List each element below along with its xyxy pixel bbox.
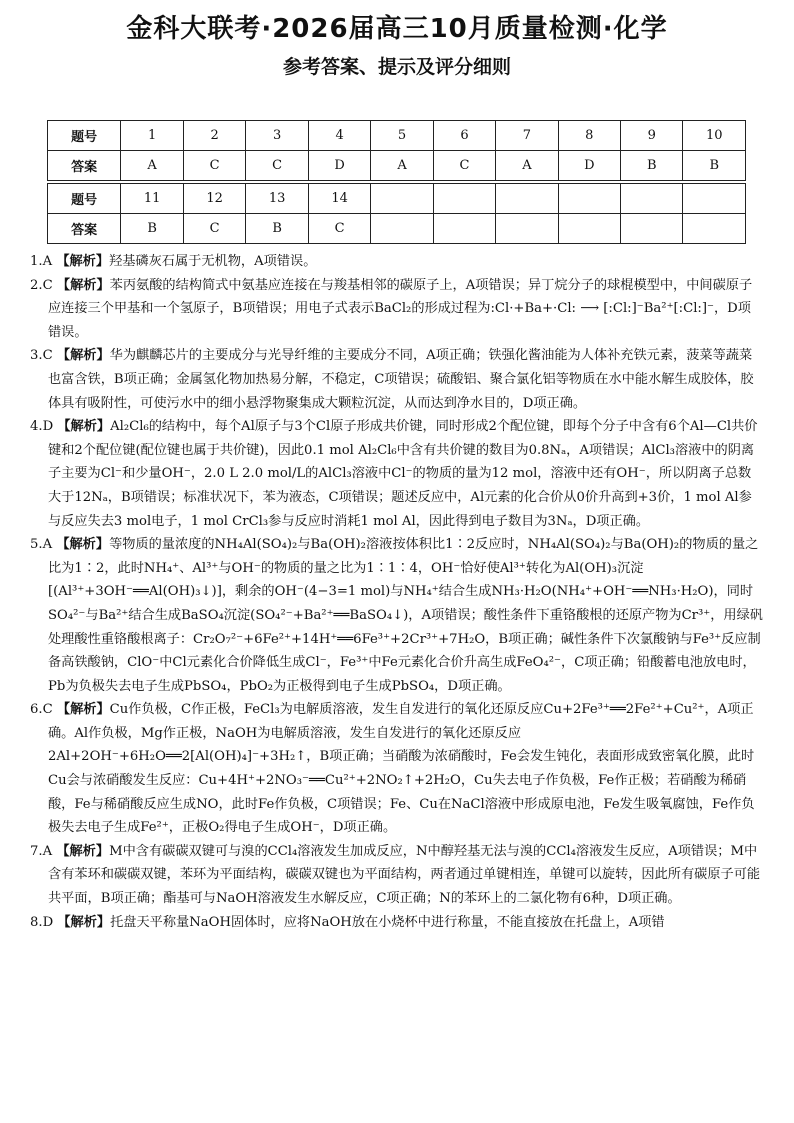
table-cell: C	[183, 151, 246, 181]
table-cell	[433, 214, 495, 244]
item-text: Cu作负极，C作正极，FeCl₃为电解质溶液，发生自发进行的氧化还原反应Cu+2Fe³⁺══2Fe²⁺+Cu²⁺，A项正确。Al作负极，Mg作正极，NaOH为电解质溶液，发生自发进行的氧化还原反应2Al+2OH⁻+6H₂O══2[Al(OH)₄]⁻+3H₂↑，B项正确；当硝酸为浓硝酸时，Fe会发生钝化，表面形成致密氧化膜，此时Cu会与浓硝酸发生反应：Cu+4H⁺+2NO₃⁻══Cu²⁺+2NO₂↑+2H₂O，Cu失去电子作负极，Fe作正极；若硝酸为稀硝酸，Fe与稀硝酸反应生成NO，此时Fe作负极，C项错误；Fe、Cu在NaCl溶液中形成原电池，Fe发生吸氧腐蚀，Fe作负极失去电子生成Fe²⁺，正极O₂得电子生成OH⁻，D项正确。	[48, 702, 755, 836]
item-text: 等物质的量浓度的NH₄Al(SO₄)₂与Ba(OH)₂溶液按体积比1∶2反应时，NH₄Al(SO₄)₂与Ba(OH)₂的物质的量之比为1∶2，此时NH₄⁺、Al³⁺与OH⁻的物质的量之比为1∶1∶4，OH⁻恰好使Al³⁺转化为Al(OH)₃沉淀[(Al³⁺+3OH⁻══Al(OH)₃↓)]，剩余的OH⁻(4−3=1 mol)与NH₄⁺结合生成NH₃·H₂O(NH₄⁺+OH⁻══NH₃·H₂O)，同时SO₄²⁻与Ba²⁺结合生成BaSO₄沉淀(SO₄²⁻+Ba²⁺══BaSO₄↓)，A项错误；酸性条件下重铬酸根的还原产物为Cr³⁺，用绿矾处理酸性重铬酸根离子：Cr₂O₇²⁻+6Fe²⁺+14H⁺══6Fe³⁺+2Cr³⁺+7H₂O，B项正确；碱性条件下次氯酸钠与Fe³⁺反应制备高铁酸钠，ClO⁻中Cl元素化合价降低生成Cl⁻，Fe³⁺中Fe元素化合价升高生成FeO₄²⁻，C项正确；铅酸蓄电池放电时，Pb为负极失去电子生成PbSO₄，PbO₂为正极得到电子生成PbSO₄，D项正确。	[48, 537, 763, 694]
row-label: 答案	[48, 151, 121, 181]
item-number: 3.C	[30, 348, 53, 364]
table-cell	[433, 184, 495, 214]
question-row-1	[48, 121, 746, 151]
table-cell: 7	[496, 121, 558, 151]
item-text: 托盘天平称量NaOH固体时，应将NaOH放在小烧杯中进行称量，不能直接放在托盘上，A项错	[110, 914, 665, 930]
explanation-item	[30, 344, 764, 415]
explanation-item	[30, 911, 764, 935]
table-cell: 11	[121, 184, 184, 214]
table-cell: 4	[308, 121, 371, 151]
table-cell	[496, 184, 558, 214]
table-cell: C	[183, 214, 246, 244]
item-text: M中含有碳碳双键可与溴的CCl₄溶液发生加成反应，N中醇羟基无法与溴的CCl₄溶液发生反应，A项错误；M中含有苯环和碳碳双键，苯环为平面结构，碳碳双键也为平面结构，两者通过单键相连，单键可以旋转，因此所有碳原子可能共平面，B项正确；酯基可与NaOH溶液发生水解反应，C项正确；N的苯环上的二氯化物有6种，D项正确。	[48, 843, 761, 907]
table-cell	[371, 214, 433, 244]
answer-row-2	[48, 214, 746, 244]
row-label: 答案	[48, 214, 121, 244]
item-number: 2.C	[30, 277, 53, 293]
table-cell: B	[683, 151, 746, 181]
explanation-item	[30, 274, 764, 345]
page-subtitle: 参考答案、提示及评分细则	[282, 56, 511, 78]
item-number: 6.C	[30, 702, 53, 718]
table-cell: B	[121, 214, 184, 244]
table-cell	[621, 214, 683, 244]
analysis-tag: 【解析】	[56, 348, 110, 364]
table-cell: B	[621, 151, 683, 181]
item-text: 华为麒麟芯片的主要成分与光导纤维的主要成分不同，A项正确；铁强化酱油能为人体补充铁元素，菠菜等蔬菜也富含铁，B项正确；金属氢化物加热易分解，不稳定，C项错误；硫酸铝、聚合氯化铝等物质在水中能水解生成胶体，胶体具有吸附性，可使污水中的细小悬浮物聚集成大颗粒沉淀，从而达到净水目的，D项正确。	[48, 348, 754, 411]
table-cell: C	[246, 151, 309, 181]
explanation-item	[30, 415, 764, 533]
explanation-item	[30, 698, 764, 840]
item-text: 苯丙氨酸的结构简式中氨基应连接在与羧基相邻的碳原子上，A项错误；异丁烷分子的球棍模型中，中间碳原子应连接三个甲基和一个氢原子，B项错误；用电子式表示BaCl₂的形成过程为:Cl·+Ba+·Cl: ⟶ [:Cl:]⁻Ba²⁺[:Cl:]⁻，D项错误。	[48, 277, 753, 340]
row-label: 题号	[48, 121, 121, 151]
table-cell: A	[496, 151, 558, 181]
table-cell: 2	[183, 121, 246, 151]
row-label: 题号	[48, 184, 121, 214]
table-cell: 8	[558, 121, 620, 151]
analysis-tag: 【解析】	[56, 537, 110, 553]
explanations	[30, 250, 764, 934]
analysis-tag: 【解析】	[57, 914, 111, 930]
table-cell: C	[308, 214, 371, 244]
explanation-item	[30, 533, 764, 698]
table-cell: 5	[371, 121, 433, 151]
item-number: 8.D	[30, 914, 54, 930]
table-cell	[621, 184, 683, 214]
table-cell: 10	[683, 121, 746, 151]
table-cell: 6	[433, 121, 495, 151]
table-cell: 1	[121, 121, 184, 151]
table-cell	[558, 214, 620, 244]
analysis-tag: 【解析】	[56, 843, 110, 859]
item-text: Al₂Cl₆的结构中，每个Al原子与3个Cl原子形成共价键，同时形成2个配位键，即每个分子中含有6个Al—Cl共价键和2个配位键(配位键也属于共价键)，因此0.1 mol Al₂Cl₆中含有共价键的数目为0.8Nₐ，A项错误；AlCl₃溶液中的阴离子主要为Cl⁻和少量OH⁻，2.0 L 2.0 mol/L的AlCl₃溶液中Cl⁻的物质的量为12 mol，溶液中还有OH⁻，所以阴离子总数大于12Nₐ，B项错误；标准状况下，苯为液态，C项错误；题述反应中，Al元素的化合价从0价升高到+3价，1 mol Al参与反应失去3 mol电子，1 mol CrCl₃参与反应时消耗1 mol Al，因此得到电子数目为3Nₐ，D项正确。	[48, 419, 758, 529]
table-cell	[683, 184, 746, 214]
table-cell: A	[121, 151, 184, 181]
analysis-tag: 【解析】	[56, 702, 110, 718]
table-cell	[683, 214, 746, 244]
analysis-tag: 【解析】	[57, 419, 111, 435]
table-cell	[558, 184, 620, 214]
analysis-tag: 【解析】	[56, 277, 110, 293]
item-number: 4.D	[30, 419, 54, 435]
table-cell	[496, 214, 558, 244]
table-cell: 14	[308, 184, 371, 214]
table-cell: B	[246, 214, 309, 244]
question-row-2	[48, 184, 746, 214]
explanation-item	[30, 250, 764, 274]
answer-table	[47, 120, 746, 244]
table-cell: 12	[183, 184, 246, 214]
table-cell: 3	[246, 121, 309, 151]
table-cell: 13	[246, 184, 309, 214]
analysis-tag: 【解析】	[56, 254, 110, 269]
item-number: 1.A	[30, 254, 53, 269]
item-number: 7.A	[30, 843, 53, 859]
answer-row-1	[48, 151, 746, 181]
page-title: 金科大联考·2026届高三10月质量检测·化学	[126, 14, 668, 44]
item-number: 5.A	[30, 537, 53, 553]
table-cell	[371, 184, 433, 214]
table-cell: 9	[621, 121, 683, 151]
table-cell: D	[558, 151, 620, 181]
item-text: 羟基磷灰石属于无机物，A项错误。	[109, 254, 317, 269]
table-cell: D	[308, 151, 371, 181]
table-cell: C	[433, 151, 495, 181]
explanation-item	[30, 840, 764, 911]
table-cell: A	[371, 151, 433, 181]
